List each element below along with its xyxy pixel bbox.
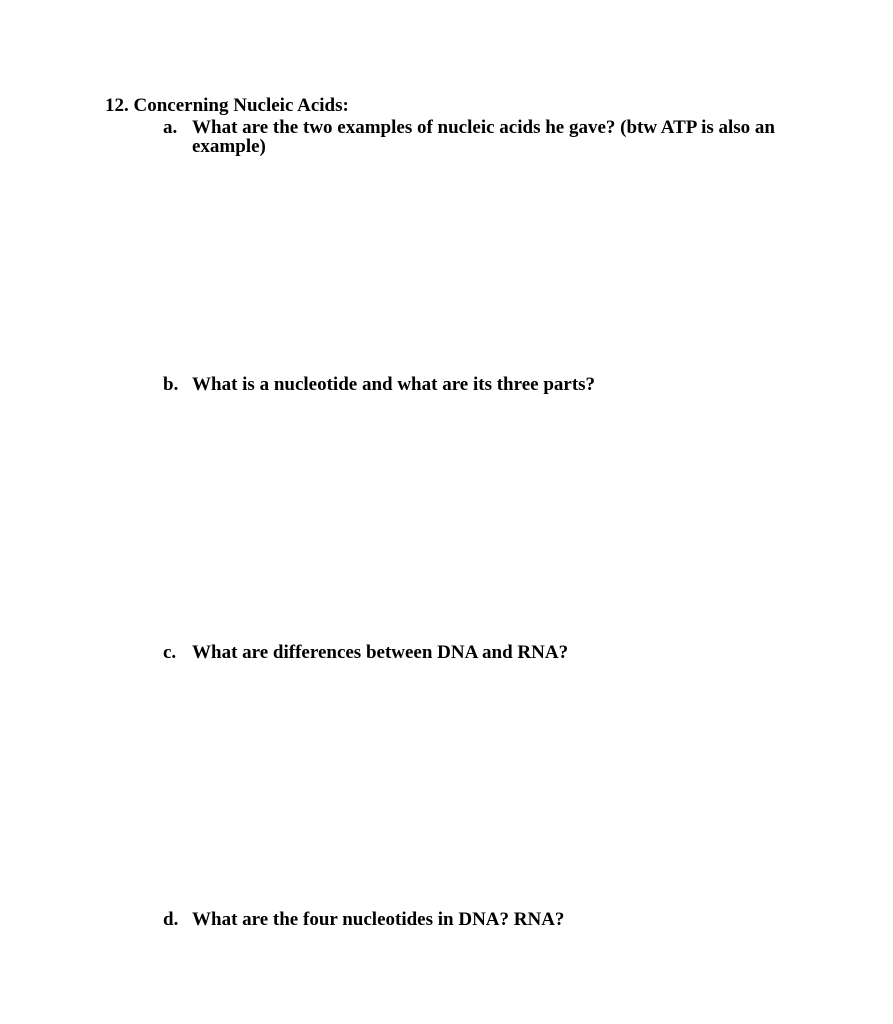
section-heading: 12. Concerning Nucleic Acids: xyxy=(105,95,349,116)
question-b xyxy=(163,375,823,394)
question-d xyxy=(163,910,823,929)
question-b-letter: b. xyxy=(163,374,179,395)
question-a-text: What are the two examples of nucleic acids he gave? (btw ATP is also an example) xyxy=(192,117,775,157)
question-b-text: What is a nucleotide and what are its three parts? xyxy=(192,374,596,395)
question-d-letter: d. xyxy=(163,909,179,930)
question-c-letter: c. xyxy=(163,642,177,663)
question-a-letter: a. xyxy=(163,117,178,138)
question-a xyxy=(163,118,823,156)
question-d-text: What are the four nucleotides in DNA? RNA? xyxy=(192,909,565,930)
question-c-text: What are differences between DNA and RNA? xyxy=(192,642,569,663)
question-c xyxy=(163,643,823,662)
